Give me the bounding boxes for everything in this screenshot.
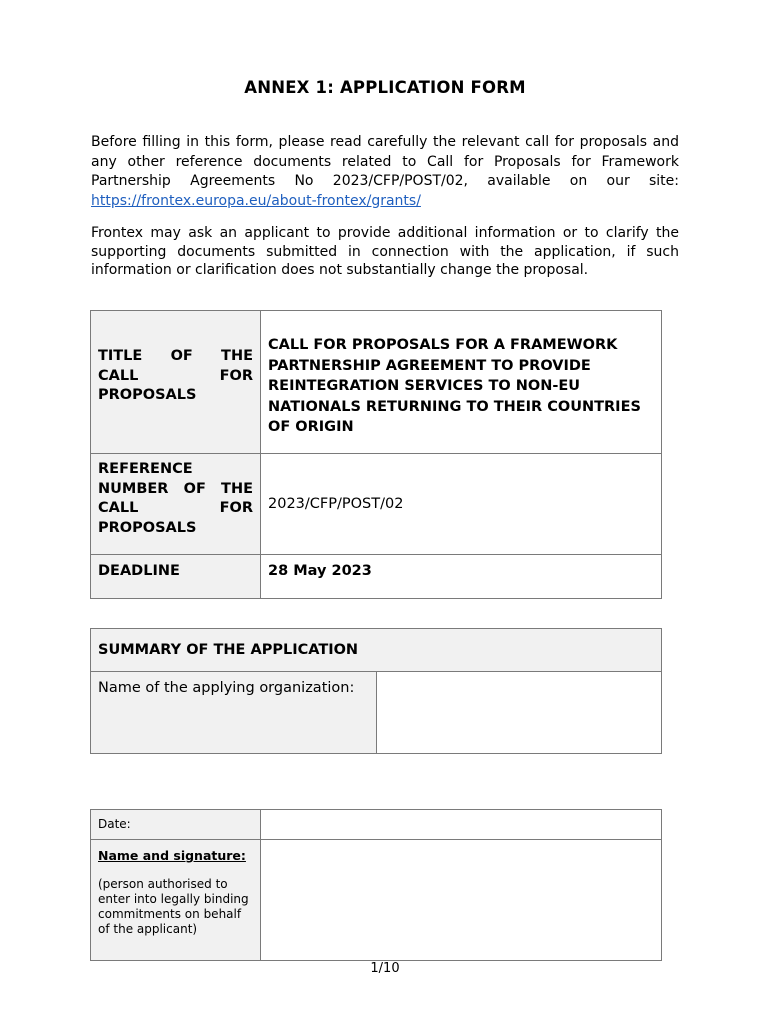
signature-field[interactable]	[261, 840, 662, 961]
title-label-line: TITLE OF THE	[98, 348, 253, 364]
grants-link[interactable]: https://frontex.europa.eu/about-frontex/grants/	[91, 192, 421, 209]
table-row	[91, 311, 662, 454]
summary-header: SUMMARY OF THE APPLICATION	[91, 629, 662, 672]
page-title: ANNEX 1: APPLICATION FORM	[244, 78, 526, 97]
org-name-field[interactable]	[376, 672, 662, 754]
reference-number-value: 2023/CFP/POST/02	[261, 454, 662, 555]
intro-paragraph	[91, 133, 679, 211]
table-row	[91, 555, 662, 599]
reference-label-line: CALL FOR	[98, 500, 253, 516]
table-row	[91, 454, 662, 555]
deadline-value: 28 May 2023	[261, 555, 662, 599]
reference-label-cell	[91, 454, 261, 555]
page-number: 1/10	[370, 961, 400, 976]
title-label-cell	[91, 311, 261, 454]
title-label-line: CALL FOR	[98, 367, 253, 384]
name-signature-label: Name and signature:	[98, 848, 246, 863]
reference-label-line: PROPOSALS	[98, 519, 197, 536]
org-label: Name of the applying organization:	[91, 672, 377, 754]
signature-table	[90, 809, 662, 961]
table-row	[91, 840, 662, 961]
deadline-label: DEADLINE	[91, 555, 261, 599]
table-row	[91, 810, 662, 840]
date-field[interactable]	[261, 810, 662, 840]
call-info-table	[90, 310, 662, 599]
reference-label-line: REFERENCE	[98, 461, 193, 477]
table-row	[91, 629, 662, 672]
summary-table	[90, 628, 662, 754]
clarification-paragraph: Frontex may ask an applicant to provide additional information or to clarify the supporting documents submitted in connection with the application, if such information or clarification does not substantially change the proposal.	[91, 225, 679, 278]
name-signature-cell	[91, 840, 261, 961]
intro-text: Before filling in this form, please read carefully the relevant call for proposals and any other reference documents related to Call for Proposals for Framework Partnership Agreements No 2023/CFP/POST/02, available on our site:	[91, 134, 679, 189]
call-title-value: CALL FOR PROPOSALS FOR A FRAMEWORK PARTNERSHIP AGREEMENT TO PROVIDE REINTEGRATION SERVICES TO NON-EU NATIONALS RETURNING TO THEIR COUNTRIES OF ORIGIN	[261, 311, 662, 454]
table-row	[91, 672, 662, 754]
date-label: Date:	[91, 810, 261, 840]
title-label-line: PROPOSALS	[98, 387, 197, 403]
reference-label-line: NUMBER OF THE	[98, 480, 253, 497]
authorised-person-note: (person authorised to enter into legally binding commitments on behalf of the applicant)	[98, 877, 249, 936]
